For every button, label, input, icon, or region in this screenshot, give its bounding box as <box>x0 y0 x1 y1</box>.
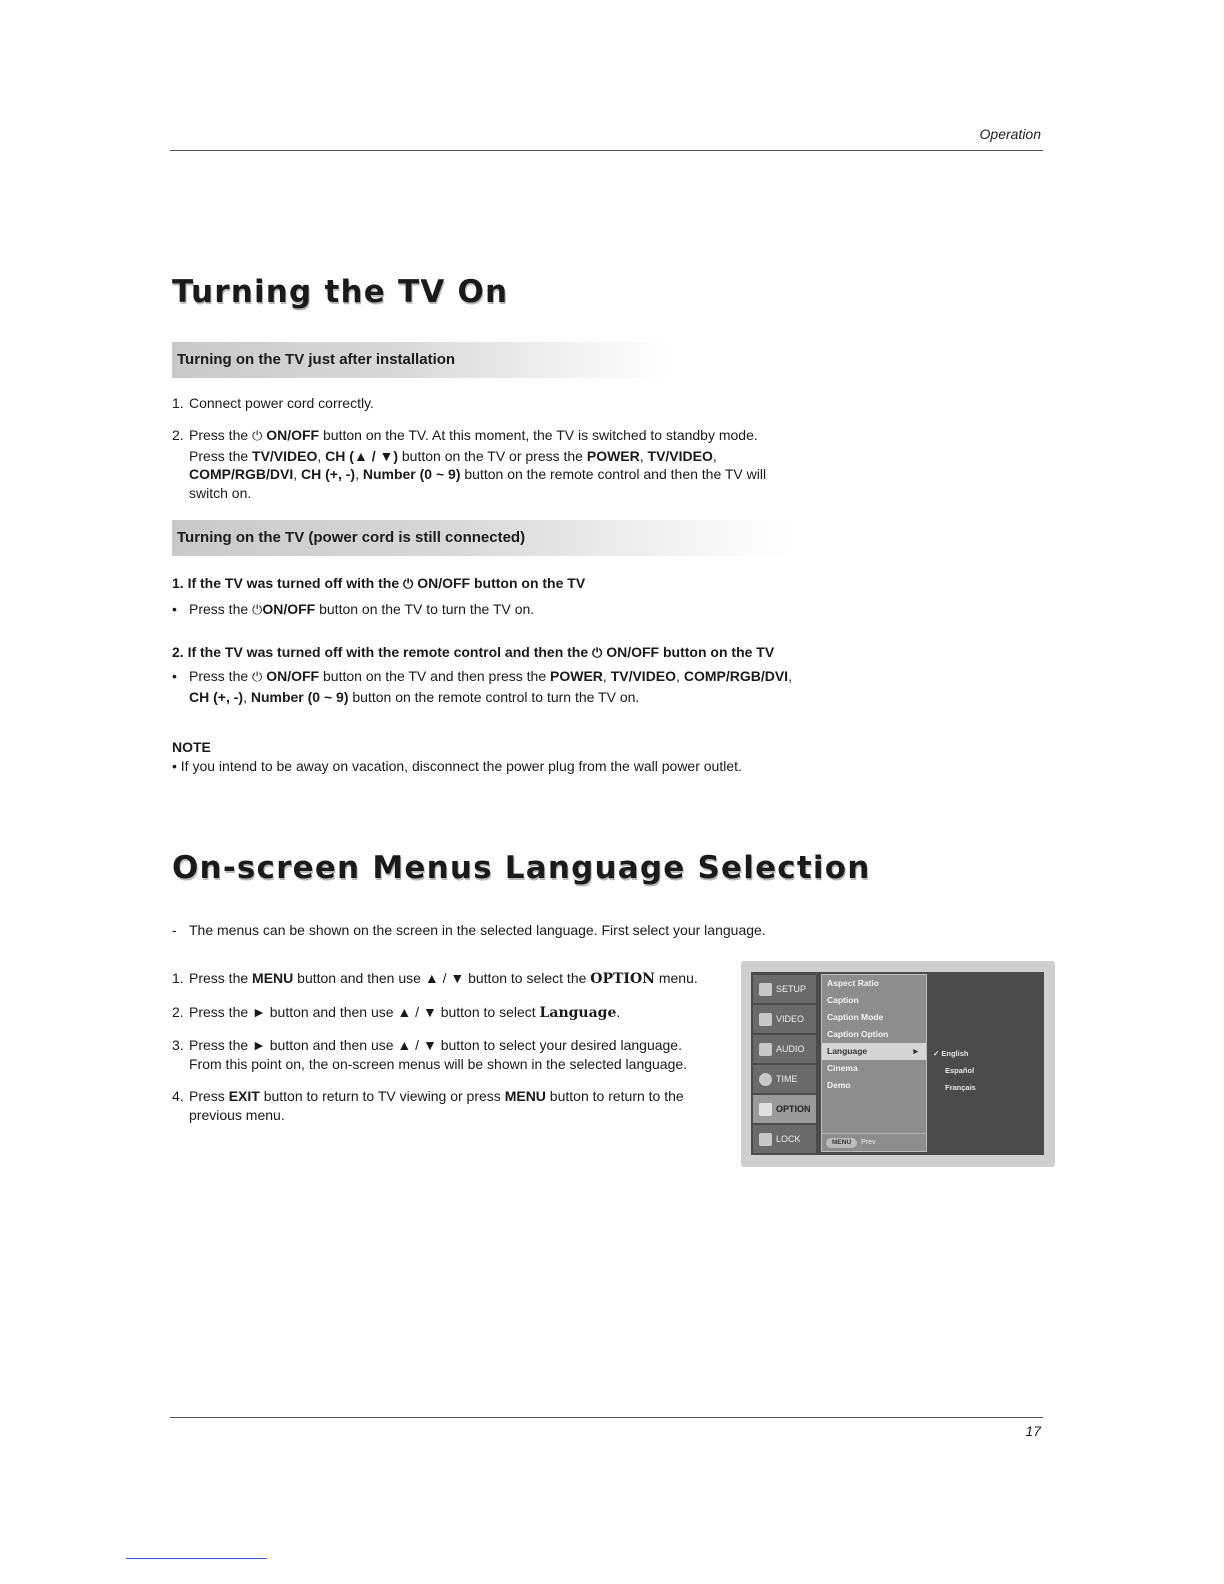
text: Press the <box>189 970 253 986</box>
prev-label: Prev <box>861 1139 876 1146</box>
text: , <box>639 447 648 464</box>
step-number: 1. <box>172 395 184 411</box>
text: button to return to TV viewing or press <box>259 1088 505 1104</box>
audio-icon <box>759 1043 772 1056</box>
osd-item-cinema: Cinema <box>827 1063 858 1073</box>
section-header-label: Operation <box>979 126 1041 142</box>
text: Press the ► button and then use ▲ / ▼ button to select <box>189 1004 540 1020</box>
step-number: 2. <box>172 1004 184 1020</box>
key-label: OPTION <box>590 971 655 987</box>
power-icon: ⏻ <box>252 603 263 618</box>
key-label: CH (▲ / ▼) <box>325 447 398 464</box>
lang-label: Español <box>945 1066 975 1075</box>
text: button on the remote control and then the TV will <box>460 466 767 482</box>
check-icon: ✓ <box>933 1049 940 1058</box>
text: button on the remote control to turn the TV on. <box>348 688 640 705</box>
text: , <box>676 668 684 684</box>
intro-text <box>172 921 766 940</box>
key-label: TV/VIDEO <box>647 447 713 464</box>
subheading-band-after-installation: Turning on the TV just after installation <box>172 342 677 378</box>
osd-language-list <box>933 1045 976 1096</box>
key-label: MENU <box>504 1088 546 1104</box>
osd-tab-time <box>753 1065 816 1093</box>
tab-label: OPTION <box>776 1104 811 1114</box>
text: . <box>616 1004 621 1020</box>
tab-label: AUDIO <box>776 1044 805 1054</box>
key-label: Number (0 ~ 9) <box>362 466 461 482</box>
step-number: 1. <box>172 970 184 986</box>
text: Press the <box>189 447 253 464</box>
section-title-turning-on: Turning the TV On <box>172 274 509 310</box>
option-icon <box>759 1103 772 1116</box>
osd-item-aspect-ratio: Aspect Ratio <box>827 978 879 988</box>
key-label: COMP/RGB/DVI <box>189 466 294 482</box>
key-label: TV/VIDEO <box>252 447 318 464</box>
power-icon: ⏻ <box>252 670 263 685</box>
tab-label: LOCK <box>776 1134 801 1144</box>
case-1-title <box>172 574 585 595</box>
text: 1. If the TV was turned off with the <box>172 575 404 591</box>
text: From this point on, the on-screen menus will be shown in the selected language. <box>189 1055 688 1072</box>
bullet: • <box>172 668 177 684</box>
lang-step-3 <box>172 1036 732 1073</box>
text: button on the TV to turn the TV on. <box>315 601 535 617</box>
step-1 <box>172 394 374 413</box>
arrow-right-icon: ► <box>911 1046 920 1056</box>
osd-item-caption-mode: Caption Mode <box>827 1012 884 1022</box>
item-label: Language <box>827 1046 868 1056</box>
step-number: 3. <box>172 1037 184 1053</box>
note-label: NOTE <box>172 739 211 755</box>
key-label: CH (+, -) <box>189 688 244 705</box>
lock-icon <box>759 1133 772 1146</box>
text: , <box>712 447 717 464</box>
note-text: • If you intend to be away on vacation, disconnect the power plug from the wall power outlet. <box>172 758 742 774</box>
lang-label: Français <box>945 1083 976 1092</box>
osd-tab-video <box>753 1005 816 1033</box>
footer-link-line <box>126 1558 267 1559</box>
dash: - <box>172 922 177 938</box>
text: button to return to the <box>545 1088 684 1104</box>
text: 2. If the TV was turned off with the remote control and then the <box>172 644 593 660</box>
section-title-language: On-screen Menus Language Selection <box>172 850 871 886</box>
on-off-label: ON/OFF <box>266 668 320 684</box>
text: Press <box>189 1088 229 1104</box>
lang-step-1 <box>172 969 698 989</box>
osd-item-demo: Demo <box>827 1080 851 1090</box>
key-label: EXIT <box>228 1088 260 1104</box>
key-label: CH (+, -) <box>301 466 356 482</box>
text: , <box>243 688 251 705</box>
key-label: Language <box>539 1005 617 1021</box>
text: Press the <box>189 668 253 684</box>
step-number: 4. <box>172 1088 184 1104</box>
osd-item-caption-option: Caption Option <box>827 1029 889 1039</box>
page-number: 17 <box>1025 1423 1041 1439</box>
osd-lang-english <box>933 1045 976 1062</box>
osd-item-caption: Caption <box>827 995 859 1005</box>
key-label: POWER <box>586 447 640 464</box>
text: button on the TV or press the <box>398 447 587 464</box>
osd-tab-option <box>753 1095 816 1123</box>
footer-rule <box>170 1417 1043 1418</box>
step-text: Connect power cord correctly. <box>189 395 374 411</box>
case-1-bullet <box>172 600 534 621</box>
text: The menus can be shown on the screen in the selected language. First select your language. <box>189 922 766 938</box>
osd-menu-illustration <box>741 961 1055 1167</box>
osd-option-submenu <box>821 974 927 1152</box>
step-2 <box>172 426 852 502</box>
power-icon: ⏻ <box>403 577 414 592</box>
power-icon: ⏻ <box>592 646 603 661</box>
text: Press the <box>189 601 253 617</box>
header-rule <box>170 150 1043 151</box>
osd-footer <box>822 1133 926 1151</box>
key-label: MENU <box>252 970 294 986</box>
text: , <box>355 466 363 482</box>
text: ON/OFF button on the TV <box>606 644 775 660</box>
osd-item-language <box>822 1043 926 1060</box>
osd-lang-francais <box>933 1079 976 1096</box>
video-icon <box>759 1013 772 1026</box>
tab-label: TIME <box>776 1074 798 1084</box>
tab-label: VIDEO <box>776 1014 805 1024</box>
text: Press the ► button and then use ▲ / ▼ button to select your desired language. <box>189 1037 682 1053</box>
text: button and then use ▲ / ▼ button to select the <box>293 970 591 986</box>
setup-icon <box>759 983 772 996</box>
text: , <box>602 668 611 684</box>
text: Press the <box>189 427 253 443</box>
step-number: 2. <box>172 427 184 443</box>
clock-icon <box>759 1073 772 1086</box>
bullet: • <box>172 601 177 617</box>
lang-label: English <box>941 1049 969 1058</box>
subheading-band-power-connected: Turning on the TV (power cord is still connected) <box>172 520 797 556</box>
text: menu. <box>654 970 698 986</box>
lang-step-2 <box>172 1003 620 1023</box>
key-label: POWER <box>550 668 603 684</box>
on-off-label: ON/OFF <box>266 427 320 443</box>
case-2-bullet <box>172 667 862 706</box>
osd-screen <box>751 972 1044 1155</box>
text: , <box>788 668 792 684</box>
case-2-title <box>172 643 774 664</box>
text: ON/OFF button on the TV <box>417 575 586 591</box>
osd-tab-setup <box>753 975 816 1003</box>
osd-tab-audio <box>753 1035 816 1063</box>
text: button on the TV. At this moment, the TV is switched to standby mode. <box>319 427 758 443</box>
menu-button-icon: MENU <box>826 1138 857 1148</box>
text: button on the TV and then press the <box>319 668 551 684</box>
on-off-label: ON/OFF <box>262 601 316 617</box>
key-label: TV/VIDEO <box>610 668 677 684</box>
text: , <box>317 447 326 464</box>
osd-tab-lock <box>753 1125 816 1153</box>
text: previous menu. <box>189 1106 285 1123</box>
key-label: COMP/RGB/DVI <box>683 668 789 684</box>
text: , <box>293 466 302 482</box>
osd-lang-espanol <box>933 1062 976 1079</box>
lang-step-4 <box>172 1087 732 1124</box>
text: switch on. <box>189 484 252 501</box>
tab-label: SETUP <box>776 984 807 994</box>
key-label: Number (0 ~ 9) <box>250 688 349 705</box>
power-icon: ⏻ <box>252 429 263 444</box>
